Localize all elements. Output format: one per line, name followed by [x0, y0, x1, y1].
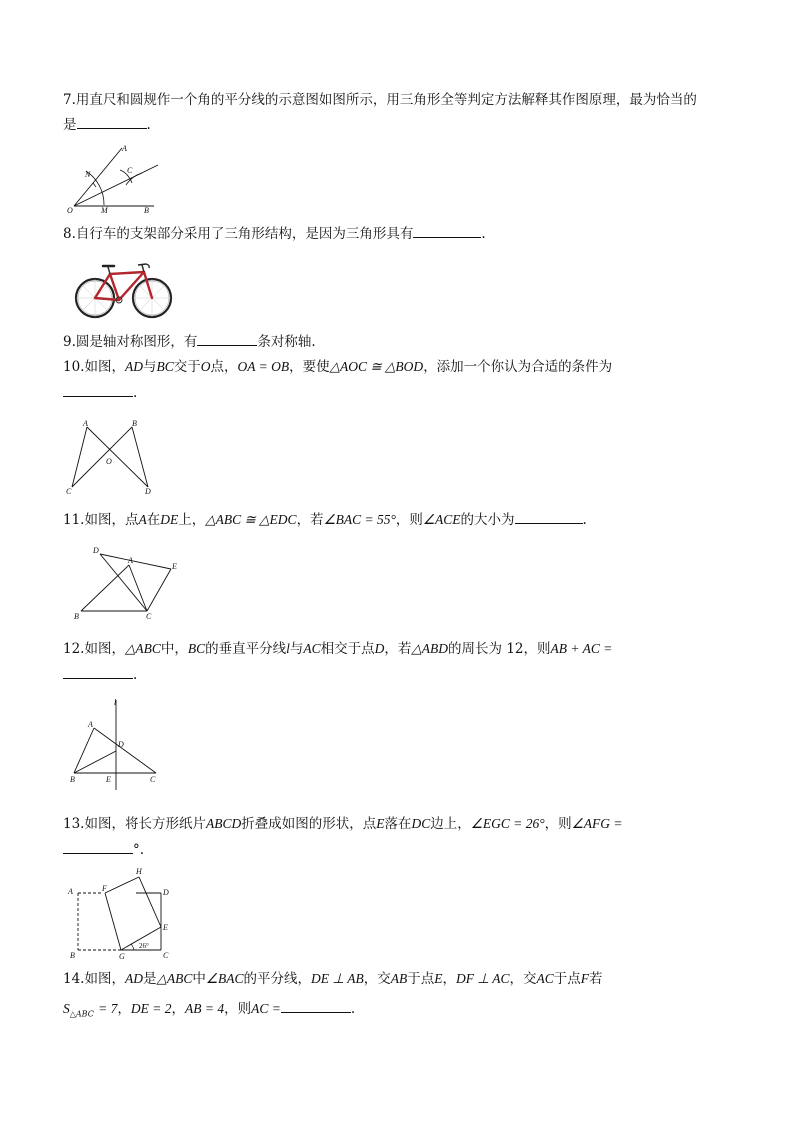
- q8-line: [63, 223, 486, 245]
- q12-math: △ABD: [411, 641, 449, 656]
- q11-text: 上，: [178, 512, 206, 528]
- q12-label-A: A: [88, 720, 93, 729]
- q14-text: ，交: [363, 971, 391, 987]
- q13-math: ∠AFG =: [571, 816, 623, 831]
- q14-answer-blank[interactable]: [281, 998, 351, 1013]
- q13-label-G: G: [119, 952, 125, 961]
- q11-label-E: E: [172, 562, 177, 571]
- q11-label-B: B: [74, 612, 79, 621]
- q14-math: = 7: [98, 1001, 118, 1016]
- q14-math: E: [434, 971, 443, 986]
- q12-line1: [63, 638, 612, 660]
- q12-math: △ABC: [124, 641, 161, 656]
- q12-figure: [64, 697, 164, 793]
- q10-label-C: C: [66, 487, 72, 496]
- q13-label-A: A: [68, 887, 73, 896]
- q7-period: .: [146, 117, 151, 133]
- q10-answer-blank[interactable]: [63, 382, 133, 397]
- q14-text: 的平分线，: [243, 971, 311, 987]
- q12-text: 与: [289, 641, 304, 657]
- q7-label-C: C: [127, 166, 133, 175]
- q12-period: .: [133, 667, 138, 683]
- q14-math: AD: [124, 971, 143, 986]
- q11-answer-blank[interactable]: [515, 509, 583, 524]
- q11-text: ，则: [395, 512, 423, 528]
- q14-text: ，则: [224, 1001, 252, 1017]
- q14-text: ，: [117, 1001, 131, 1017]
- q10-math: △AOC ≅ △BOD: [329, 359, 424, 374]
- q13-line1: [63, 813, 622, 835]
- q12-math: BC: [187, 641, 206, 656]
- q12-text: 的垂直平分线: [205, 641, 287, 657]
- q13-math: ∠EGC = 26°: [470, 816, 545, 831]
- q11-text: 的大小为: [460, 512, 515, 528]
- q10-math: O: [200, 359, 211, 374]
- q14-period: .: [350, 1001, 356, 1017]
- q14-line2: [63, 998, 355, 1026]
- q11-math: ∠BAC = 55°: [323, 512, 396, 527]
- q14-text: 中: [192, 971, 206, 987]
- q10-line2: [63, 382, 137, 404]
- q12-label-D: D: [118, 740, 124, 749]
- q7-label-A: A: [122, 144, 127, 153]
- q11-math: A: [138, 512, 147, 527]
- q10-text: ，要使: [289, 359, 330, 375]
- q7-label-N: N: [85, 170, 91, 179]
- q11-label-D: D: [93, 546, 99, 555]
- q9-answer-blank[interactable]: [197, 331, 257, 346]
- q14-math: ∠BAC: [205, 971, 244, 986]
- q10-text: 10.如图，: [63, 359, 125, 375]
- q12-math: AC: [303, 641, 321, 656]
- q11-math: △ABC ≅ △EDC: [205, 512, 297, 527]
- q7-line1: [63, 89, 697, 111]
- q13-math: ABCD: [205, 816, 242, 831]
- q12-label-E: E: [106, 775, 111, 784]
- q14-text: ，交: [509, 971, 537, 987]
- q13-text: 13.如图，将长方形纸片: [63, 816, 206, 832]
- q14-text: 于点: [407, 971, 435, 987]
- q11-label-A: A: [128, 556, 133, 565]
- q10-period: .: [133, 385, 138, 401]
- q8-period: .: [481, 226, 486, 242]
- q12-text: ，若: [384, 641, 412, 657]
- q13-text: ，则: [544, 816, 572, 832]
- q7-text: 7.用直尺和圆规作一个角的平分线的示意图如图所示，用三角形全等判定方法解释其作图原理，最为恰当的: [63, 92, 697, 108]
- q14-math: AC =: [251, 1001, 281, 1016]
- q13-text: 边上，: [430, 816, 471, 832]
- q11-math: ∠ACE: [422, 512, 461, 527]
- q14-line1: [63, 968, 603, 990]
- q13-label-E: E: [163, 923, 168, 932]
- q9-line: [63, 331, 316, 353]
- q14-math: AB: [390, 971, 408, 986]
- q14-subscript: △ABC: [69, 1009, 94, 1019]
- q12-text: 中，: [160, 641, 188, 657]
- q10-math: AD: [124, 359, 143, 374]
- q13-label-B: B: [70, 951, 75, 960]
- q10-label-B: B: [132, 419, 137, 428]
- q13-label-C: C: [163, 951, 169, 960]
- q13-answer-blank[interactable]: [63, 839, 133, 854]
- q13-label-F: F: [102, 884, 107, 893]
- q12-line2: [63, 664, 137, 686]
- q7-line2: [63, 114, 151, 136]
- q12-math: AB + AC =: [550, 641, 613, 656]
- q7-label-O: O: [67, 206, 73, 215]
- q8-text: 8.自行车的支架部分采用了三角形结构，是因为三角形具有: [63, 226, 414, 242]
- q10-text: 与: [142, 359, 157, 375]
- q14-text: ，: [171, 1001, 185, 1017]
- q11-figure: [70, 545, 190, 625]
- q14-math: DE ⊥ AB: [310, 971, 364, 986]
- q14-text: 14.如图，: [63, 971, 125, 987]
- q7-label-M: M: [101, 206, 108, 215]
- q10-figure: [64, 415, 164, 497]
- q13-text: 折叠成如图的形状，点: [241, 816, 377, 832]
- q7-label-B: B: [144, 206, 149, 215]
- q11-math: DE: [160, 512, 179, 527]
- q13-text: 落在: [384, 816, 412, 832]
- bicycle-image: [72, 258, 176, 320]
- q12-text: 的周长为 12，则: [448, 641, 551, 657]
- q11-text: ，若: [296, 512, 324, 528]
- q13-period: °.: [133, 842, 145, 858]
- q10-line1: [63, 356, 612, 378]
- q10-label-O: O: [106, 457, 112, 466]
- q13-line2: [63, 839, 144, 861]
- q10-text: 点，: [210, 359, 238, 375]
- q10-math: BC: [156, 359, 174, 374]
- q14-math: DF ⊥ AC: [456, 971, 510, 986]
- q7-angle-bisector-figure: [66, 143, 166, 215]
- q14-text: 若: [589, 971, 603, 987]
- q13-angle-label: 26°: [139, 942, 149, 950]
- q14-math: AB = 4: [184, 1001, 225, 1016]
- q14-math: S: [63, 1001, 70, 1016]
- q13-math: E: [376, 816, 385, 831]
- q11-text: 11.如图，点: [63, 512, 139, 528]
- q7-text-2: 是: [63, 117, 77, 133]
- q14-math: △ABC: [156, 971, 193, 986]
- q9-text-2: 条对称轴.: [257, 334, 316, 350]
- q12-label-l: l: [114, 698, 117, 707]
- q10-text: ，添加一个你认为合适的条件为: [423, 359, 613, 375]
- q12-label-B: B: [70, 775, 75, 784]
- q14-math: AC: [536, 971, 554, 986]
- q12-math: l: [286, 641, 290, 656]
- q12-label-C: C: [150, 775, 156, 784]
- q12-text: 相交于点: [320, 641, 375, 657]
- q13-figure: [64, 866, 184, 961]
- q11-period: .: [582, 512, 587, 528]
- q8-answer-blank[interactable]: [413, 223, 481, 238]
- q9-text: 9.圆是轴对称图形，有: [63, 334, 198, 350]
- q14-math: DE = 2: [130, 1001, 172, 1016]
- q13-math: DC: [411, 816, 431, 831]
- q11-text: 在: [146, 512, 161, 528]
- q10-math: OA = OB: [237, 359, 290, 374]
- q12-text: 12.如图，: [63, 641, 125, 657]
- q14-text: 是: [142, 971, 157, 987]
- q13-label-H: H: [136, 867, 142, 876]
- q12-answer-blank[interactable]: [63, 664, 133, 679]
- q11-label-C: C: [146, 612, 152, 621]
- q7-answer-blank[interactable]: [77, 114, 147, 129]
- q10-label-D: D: [145, 487, 151, 496]
- q14-math: F: [580, 971, 590, 986]
- q12-math: D: [374, 641, 385, 656]
- q10-text: 交于: [173, 359, 201, 375]
- q13-label-D: D: [163, 888, 169, 897]
- q10-label-A: A: [83, 419, 88, 428]
- q11-line: [63, 509, 587, 531]
- q14-text: 于点: [553, 971, 581, 987]
- q14-text: ，: [442, 971, 456, 987]
